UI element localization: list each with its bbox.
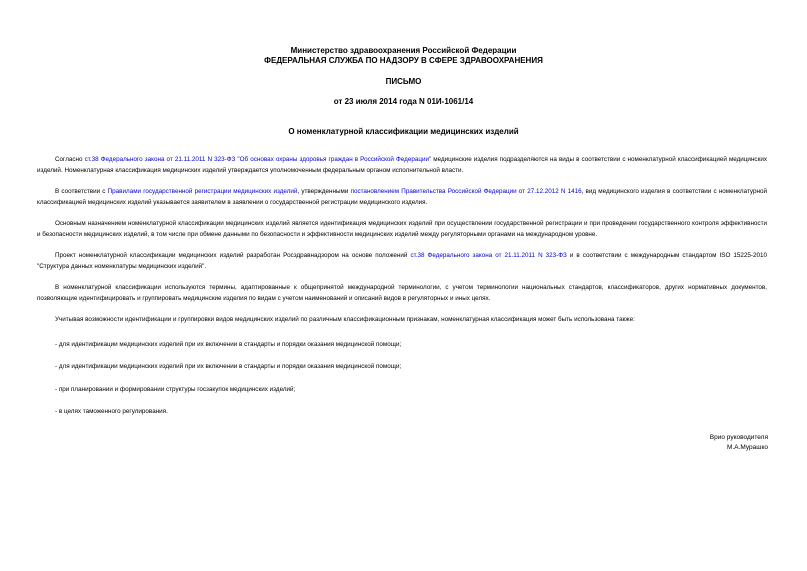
paragraph-4 [37, 251, 767, 272]
signatory-position: Врио руководителя [709, 434, 768, 441]
paragraph-6: Учитывая возможности идентификации и группировки видов медицинских изделий по различным классификационным признакам, номенклатурная классификация может быть использована также: [55, 316, 635, 323]
paragraph-2 [37, 187, 767, 208]
list-item: - для идентификации медицинских изделий при их включении в стандарты и порядки оказания медицинской помощи; [55, 363, 402, 370]
government-decree-1416-link[interactable]: постановлением Правительства Российской Федерации от 27.12.2012 N 1416 [350, 188, 582, 195]
paragraph-4-post: и в соответствии с международным стандартом ISO 15225-2010 "Структура данных номенклатуры медицинских изделий". [37, 252, 767, 270]
document-body [37, 155, 767, 430]
paragraph-1-post: медицинские изделия подразделяются на виды в соответствии с номенклатурной классификацией медицинских изделий. Номенклатурная классификация медицинских изделий утверждается уполномоченным федеральным органом исполнительной власти. [37, 156, 767, 174]
paragraph-2-post: , вид медицинского изделия в соответствии с номенклатурной классификацией медицинских изделий указывается заявителем в заявлении о государственной регистрации медицинского изделия. [37, 188, 768, 206]
document-date: от 23 июля 2014 года N 01И-1061/14 [333, 97, 474, 106]
paragraph-1-pre: Согласно [55, 156, 85, 163]
registration-rules-link[interactable]: Правилами государственной регистрации медицинских изделий [107, 188, 298, 195]
document-header [0, 46, 807, 66]
law-323-article-38-link[interactable]: ст.38 Федерального закона от 21.11.2011 N 323-ФЗ "Об основах охраны здоровья граждан в Российской Федерации" [84, 156, 432, 163]
service-name: ФЕДЕРАЛЬНАЯ СЛУЖБА ПО НАДЗОРУ В СФЕРЕ ЗДРАВООХРАНЕНИЯ [264, 56, 543, 65]
document-type: ПИСЬМО [385, 77, 422, 86]
paragraph-3: Основным назначением номенклатурной классификации медицинских изделий является идентификация медицинских изделий при осуществлении государственной регистрации и при проведении государственного контроля эффективности и безопасности медицинских изделий, в том числе при обмене данными по безопасности и эффективности медицинских изделий между регуляторными органами на международном уровне. [37, 220, 767, 238]
list-item: - при планировании и формировании структуры госзакупок медицинских изделий; [55, 385, 296, 393]
signatory-name: М.А.Мурашко [726, 444, 768, 451]
paragraph-4-pre: Проект номенклатурной классификации медицинских изделий разработан Росздравнадзором на основе положений [55, 252, 411, 259]
document-title: О номенклатурной классификации медицинских изделий [288, 127, 519, 136]
paragraph-1 [37, 155, 767, 176]
law-323-article-38-link-2[interactable]: ст.38 Федерального закона от 21.11.2011 N 323-ФЗ [410, 252, 567, 259]
ministry-name: Министерство здравоохранения Российской Федерации [290, 46, 517, 55]
signature-block [710, 433, 768, 453]
list-item: - для идентификации медицинских изделий при их включении в стандарты и порядки оказания медицинской помощи; [55, 340, 402, 348]
paragraph-5: В номенклатурной классификации используются термины, адаптированные к общепринятой международной терминологии, с учетом терминологии национальных стандартов, классификаторов, других нормативных документов, позволяющие идентифицировать и группировать медицинские изделия по видам с учетом наименований и описаний видов в регуляторных и иных целях. [37, 284, 767, 302]
list-item: - в целях таможенного регулирования. [55, 408, 168, 415]
paragraph-2-mid: , утвержденными [297, 188, 351, 195]
paragraph-2-pre: В соответствии с [55, 188, 108, 195]
